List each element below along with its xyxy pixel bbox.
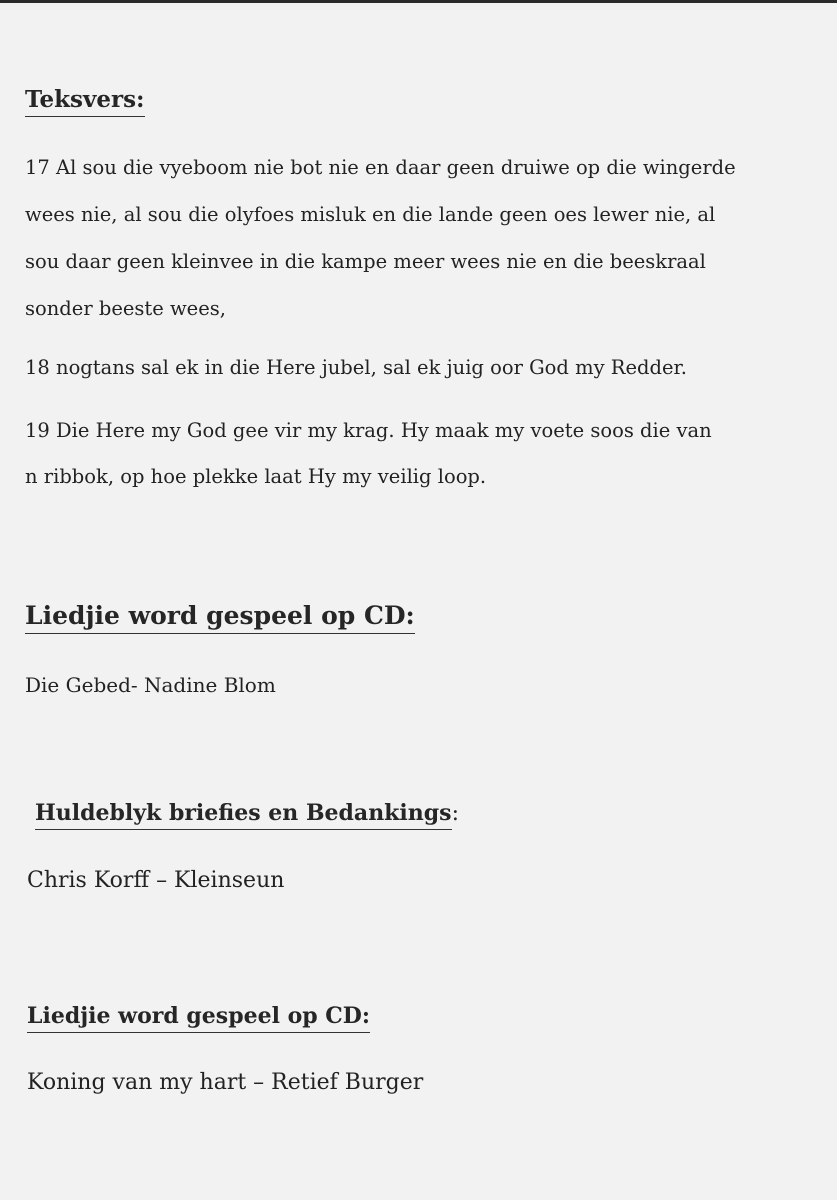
teksvers-line: 17 Al sou die vyeboom nie bot nie en daar geen druiwe op die wingerde [25,156,736,179]
teksvers-line: sonder beeste wees, [25,297,226,320]
liedjie1-song: Die Gebed- Nadine Blom [25,673,276,697]
liedjie2-heading-text: Liedjie word gespeel op CD: [27,1003,370,1033]
liedjie2-heading [27,1003,370,1029]
teksvers-heading [25,86,145,113]
liedjie1-heading-text: Liedjie word gespeel op CD: [25,601,415,634]
huldeblyk-heading [35,800,459,826]
page-top-edge [0,0,837,3]
huldeblyk-heading-suffix: : [451,801,459,826]
liedjie2-song: Koning van my hart – Retief Burger [27,1070,424,1095]
huldeblyk-entry: Chris Korff – Kleinseun [27,868,285,893]
teksvers-line: 19 Die Here my God gee vir my krag. Hy maak my voete soos die van [25,419,712,442]
teksvers-line: wees nie, al sou die olyfoes misluk en die lande geen oes lewer nie, al [25,203,716,226]
huldeblyk-heading-text: Huldeblyk briefies en Bedankings [35,800,452,830]
teksvers-line: sou daar geen kleinvee in die kampe meer wees nie en die beeskraal [25,250,706,273]
teksvers-line: 18 nogtans sal ek in die Here jubel, sal ek juig oor God my Redder. [25,356,687,379]
teksvers-heading-text: Teksvers: [25,86,145,117]
liedjie1-heading [25,601,415,630]
teksvers-line: n ribbok, op hoe plekke laat Hy my veilig loop. [25,465,487,488]
